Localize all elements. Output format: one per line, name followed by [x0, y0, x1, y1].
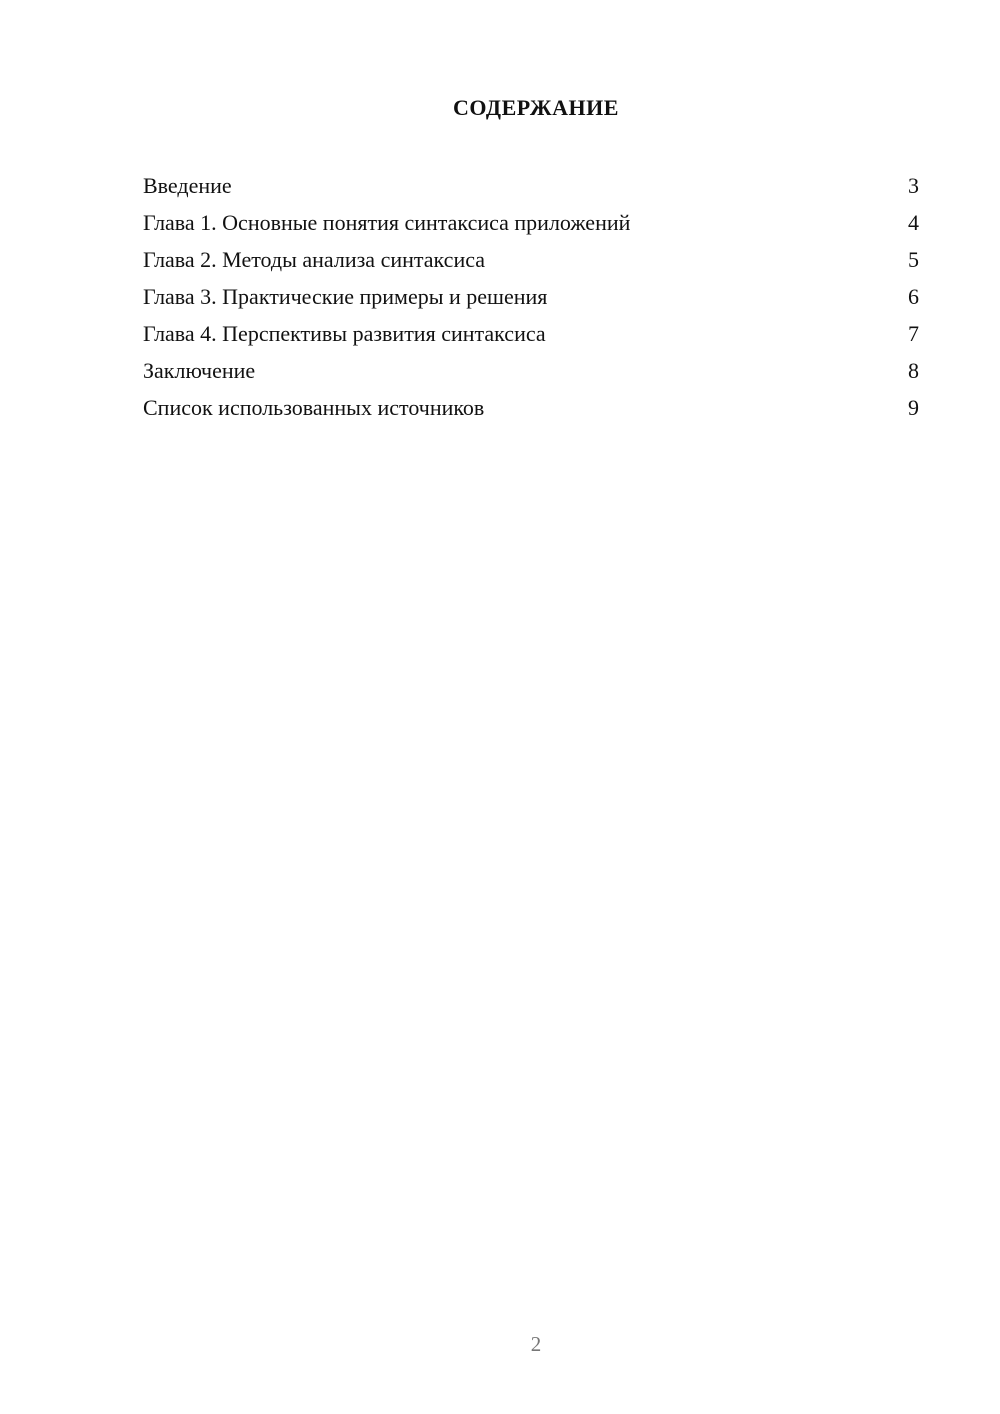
toc-entry-chapter-3 — [143, 278, 919, 315]
toc-entry-page: 3 — [908, 173, 919, 198]
toc-entry-page: 6 — [908, 284, 919, 309]
toc-entry-title: Глава 3. Практические примеры и решения — [143, 284, 548, 309]
toc-entry-page: 4 — [908, 210, 919, 235]
toc-entry-references — [143, 389, 919, 426]
toc-entry-title: Глава 1. Основные понятия синтаксиса приложений — [143, 210, 631, 235]
toc-entry-chapter-2 — [143, 241, 919, 278]
toc-entry-title: Введение — [143, 173, 232, 198]
toc-entry-title: Глава 2. Методы анализа синтаксиса — [143, 247, 486, 272]
toc-entry-conclusion — [143, 352, 919, 389]
toc-entry-page: 9 — [908, 395, 919, 420]
toc-entry-title: Заключение — [143, 358, 256, 383]
toc-entry-title: Список использованных источников — [143, 395, 485, 420]
page-number: 2 — [530, 1332, 542, 1356]
table-of-contents — [143, 167, 919, 426]
page-title: СОДЕРЖАНИЕ — [453, 95, 619, 120]
toc-entry-chapter-4 — [143, 315, 919, 352]
toc-entry-chapter-1 — [143, 204, 919, 241]
toc-entry-introduction — [143, 167, 919, 204]
toc-entry-page: 8 — [908, 358, 919, 383]
toc-entry-page: 7 — [908, 321, 919, 346]
toc-entry-title: Глава 4. Перспективы развития синтаксиса — [143, 321, 546, 346]
toc-entry-page: 5 — [908, 247, 919, 272]
